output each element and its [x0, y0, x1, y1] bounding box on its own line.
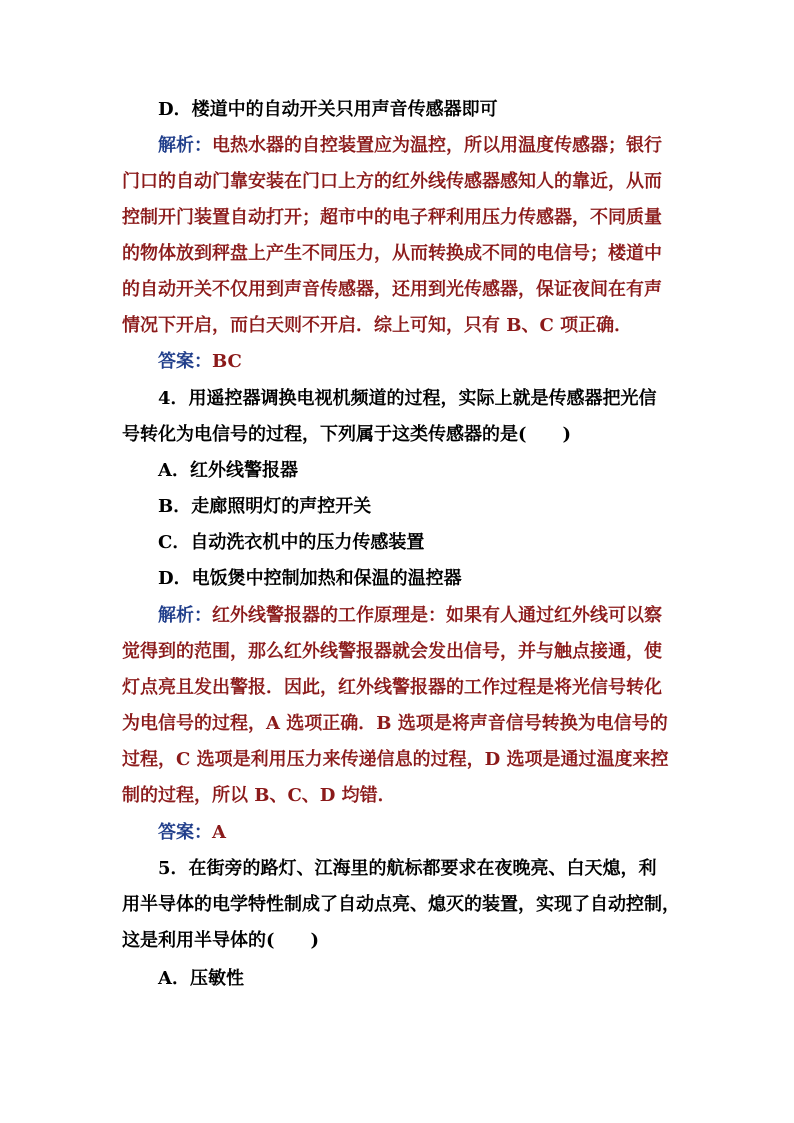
q4-stem-line-2: 号转化为电信号的过程，下列属于这类传感器的是( )	[122, 424, 572, 445]
q3-analysis-line-4: 的物体放到秤盘上产生不同压力，从而转换成不同的电信号；楼道中	[122, 243, 662, 264]
q4-option-c: C．自动洗衣机中的压力传感装置	[158, 532, 425, 553]
q4-option-b: B．走廊照明灯的声控开关	[158, 496, 372, 517]
q3-analysis-line-5: 的自动开关不仅用到声音传感器，还用到光传感器，保证夜间在有声	[122, 279, 662, 300]
q4-analysis-line-4: 为电信号的过程，A 选项正确．B 选项是将声音信号转换为电信号的	[122, 713, 668, 734]
q3-answer-value: BC	[212, 351, 242, 372]
q5-option-a: A．压敏性	[158, 968, 244, 989]
q3-analysis-label: 解析：	[158, 135, 212, 156]
q4-analysis-line-3: 灯点亮且发出警报．因此，红外线警报器的工作过程是将光信号转化	[122, 677, 662, 698]
q4-answer-value: A	[212, 822, 226, 843]
q4-answer-label: 答案：	[158, 822, 212, 843]
q5-stem-line-1: 5．在街旁的路灯、江海里的航标都要求在夜晚亮、白天熄，利	[158, 858, 657, 879]
q4-analysis-line-2: 觉得到的范围，那么红外线警报器就会发出信号，并与触点接通，使	[122, 641, 662, 662]
q3-analysis-line-1: 解析：电热水器的自控装置应为温控，所以用温度传感器；银行	[158, 135, 662, 156]
q5-stem-line-3: 这是利用半导体的( )	[122, 930, 320, 951]
q3-answer	[0, 350, 794, 374]
q3-option-d: D．楼道中的自动开关只用声音传感器即可	[158, 99, 498, 120]
q4-stem-line-1: 4．用遥控器调换电视机频道的过程，实际上就是传感器把光信	[158, 388, 657, 409]
q4-option-d: D．电饭煲中控制加热和保温的温控器	[158, 568, 462, 589]
q3-answer-label: 答案：	[158, 351, 212, 372]
q4-analysis-label: 解析：	[158, 605, 212, 626]
q4-analysis-line-1: 解析：红外线警报器的工作原理是：如果有人通过红外线可以察	[158, 605, 662, 626]
q3-analysis-line-6: 情况下开启，而白天则不开启．综上可知，只有 B、C 项正确．	[122, 315, 633, 336]
q4-analysis-line-5: 过程，C 选项是利用压力来传递信息的过程，D 选项是通过温度来控	[122, 749, 669, 770]
q4-option-a: A．红外线警报器	[158, 460, 298, 481]
q4-analysis-line-6: 制的过程，所以 B、C、D 均错．	[122, 785, 396, 806]
q3-analysis-line-2: 门口的自动门靠安装在门口上方的红外线传感器感知人的靠近，从而	[122, 171, 662, 192]
q3-analysis-line-3: 控制开门装置自动打开；超市中的电子秤利用压力传感器，不同质量	[122, 207, 662, 228]
q5-stem-line-2: 用半导体的电学特性制成了自动点亮、熄灭的装置，实现了自动控制，	[122, 894, 680, 915]
q4-answer	[0, 821, 794, 845]
